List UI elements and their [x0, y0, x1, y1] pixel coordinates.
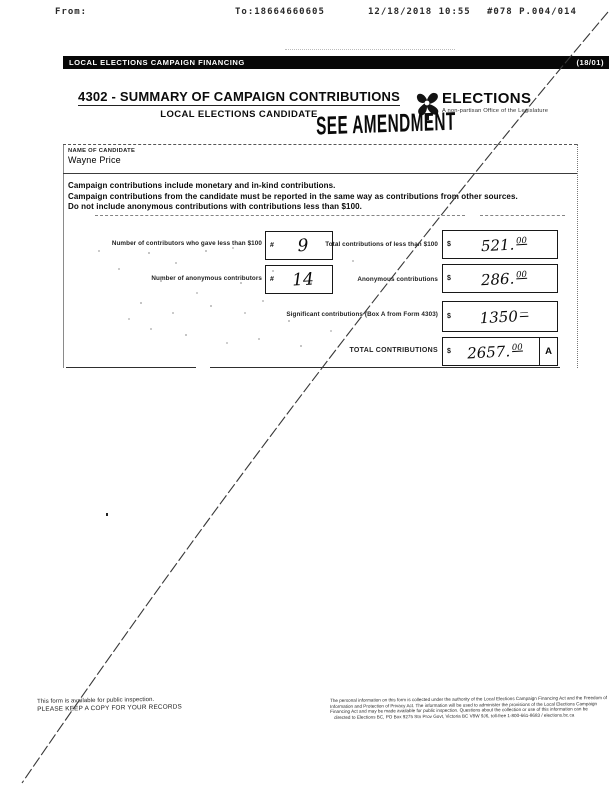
candidate-name-value: Wayne Price [68, 155, 121, 165]
form-subtitle: LOCAL ELECTIONS CANDIDATE [160, 109, 318, 120]
total-under-100-label: Total contributions of less than $100 [325, 241, 438, 248]
fax-page-count: #078 P.004/014 [487, 7, 577, 17]
ink-dot-artifact [106, 513, 108, 516]
candidate-name-label: NAME OF CANDIDATE [68, 148, 136, 154]
amount-cents: 00 [511, 342, 523, 353]
footer-notice [37, 696, 182, 713]
total-contributions-value [450, 340, 539, 363]
anonymous-contributors-value: 14 [291, 268, 315, 291]
amount-dollars: 521. [480, 234, 515, 255]
number-sign-prefix: # [270, 276, 274, 283]
see-amendment-stamp: SEE AMENDMENT [316, 107, 456, 141]
contributors-under-100-label: Number of contributors who gave less than $100 [111, 240, 262, 247]
privacy-fine-print [330, 695, 608, 720]
amount-cents: — [519, 307, 529, 318]
anonymous-contributions-label: Anonymous contributions [357, 276, 438, 283]
scan-line-artifact [285, 49, 455, 50]
anonymous-contributors-label: Number of anonymous contributors [151, 275, 262, 282]
fax-datetime: 12/18/2018 10:55 [368, 7, 471, 17]
section-title-text: LOCAL ELECTIONS CAMPAIGN FINANCING [69, 58, 245, 67]
anonymous-contributions-value [451, 267, 558, 291]
fine-print-line: Financing Act and may be made available for public inspection. Questions about the collection or use of this information can be [330, 706, 588, 714]
public-inspection-notice: This form is available for public inspection. [37, 696, 155, 705]
total-under-100-box [442, 230, 558, 259]
amount-cents: 00 [515, 269, 528, 280]
number-sign-prefix: # [270, 242, 274, 249]
dollar-sign-prefix: $ [447, 241, 451, 248]
form-box-right-border [577, 144, 578, 368]
significant-contributions-box [442, 301, 558, 332]
scan-noise-speckles [0, 0, 2, 2]
dollar-sign-prefix: $ [447, 348, 451, 355]
divider-rule [480, 215, 565, 216]
fine-print-line: Information and Protection of Privacy Act. The information will be used to administer the provisions of the Local Elections Campaign [330, 700, 598, 709]
anonymous-contributions-box [442, 264, 558, 293]
form-revision-code: (18/01) [576, 58, 604, 67]
significant-contributions-value [451, 305, 558, 329]
amount-cents: 00 [515, 235, 528, 246]
dollar-sign-prefix: $ [447, 313, 451, 320]
box-a-label: A [539, 338, 557, 365]
instruction-line: Do not include anonymous contributions with contributions less than $100. [68, 202, 362, 211]
instructions-paragraph [68, 181, 573, 213]
dollar-sign-prefix: $ [447, 275, 451, 282]
divider-rule [95, 215, 465, 216]
amount-dollars: 286. [480, 268, 515, 289]
fine-print-line: The personal information on this form is collected under the authority of the Local Elections Campaign Financing Act and the Freedom of [330, 695, 608, 703]
candidate-name-field [63, 144, 577, 174]
total-contributions-box [442, 337, 558, 366]
instruction-line: Campaign contributions include monetary and in-kind contributions. [68, 181, 336, 190]
total-contributions-label: TOTAL CONTRIBUTIONS [349, 347, 438, 354]
amount-dollars: 1350 [479, 306, 519, 327]
form-box-bottom-border [66, 367, 196, 368]
elections-logo-tagline: A non-partisan Office of the Legislature [442, 108, 549, 114]
form-title: 4302 - SUMMARY OF CAMPAIGN CONTRIBUTIONS [78, 89, 400, 104]
instruction-line: Campaign contributions from the candidate must be reported in the same way as contributions from other sources. [68, 191, 518, 201]
fax-to-number: To:18664660605 [235, 7, 325, 17]
elections-logo-wordmark: ELECTIONS [442, 90, 532, 107]
contributors-under-100-value: 9 [297, 235, 309, 256]
elections-logo-text [442, 90, 548, 114]
section-title-bar [63, 56, 609, 69]
amount-dollars: 2657. [466, 341, 511, 362]
total-under-100-value [451, 233, 558, 257]
keep-copy-notice: PLEASE KEEP A COPY FOR YOUR RECORDS [37, 703, 183, 713]
significant-contributions-label: Significant contributions (Box A from Form 4303) [286, 311, 438, 318]
fax-from-label: From: [55, 7, 88, 17]
form-box-left-border [63, 144, 64, 368]
fine-print-line: directed to Elections BC, PO Box 9275 Stn Prov Govt, Victoria BC V8W 9J6, toll-free 1-800-661-8683 / elections.bc.ca [334, 711, 575, 720]
form-box-bottom-border [210, 367, 560, 368]
